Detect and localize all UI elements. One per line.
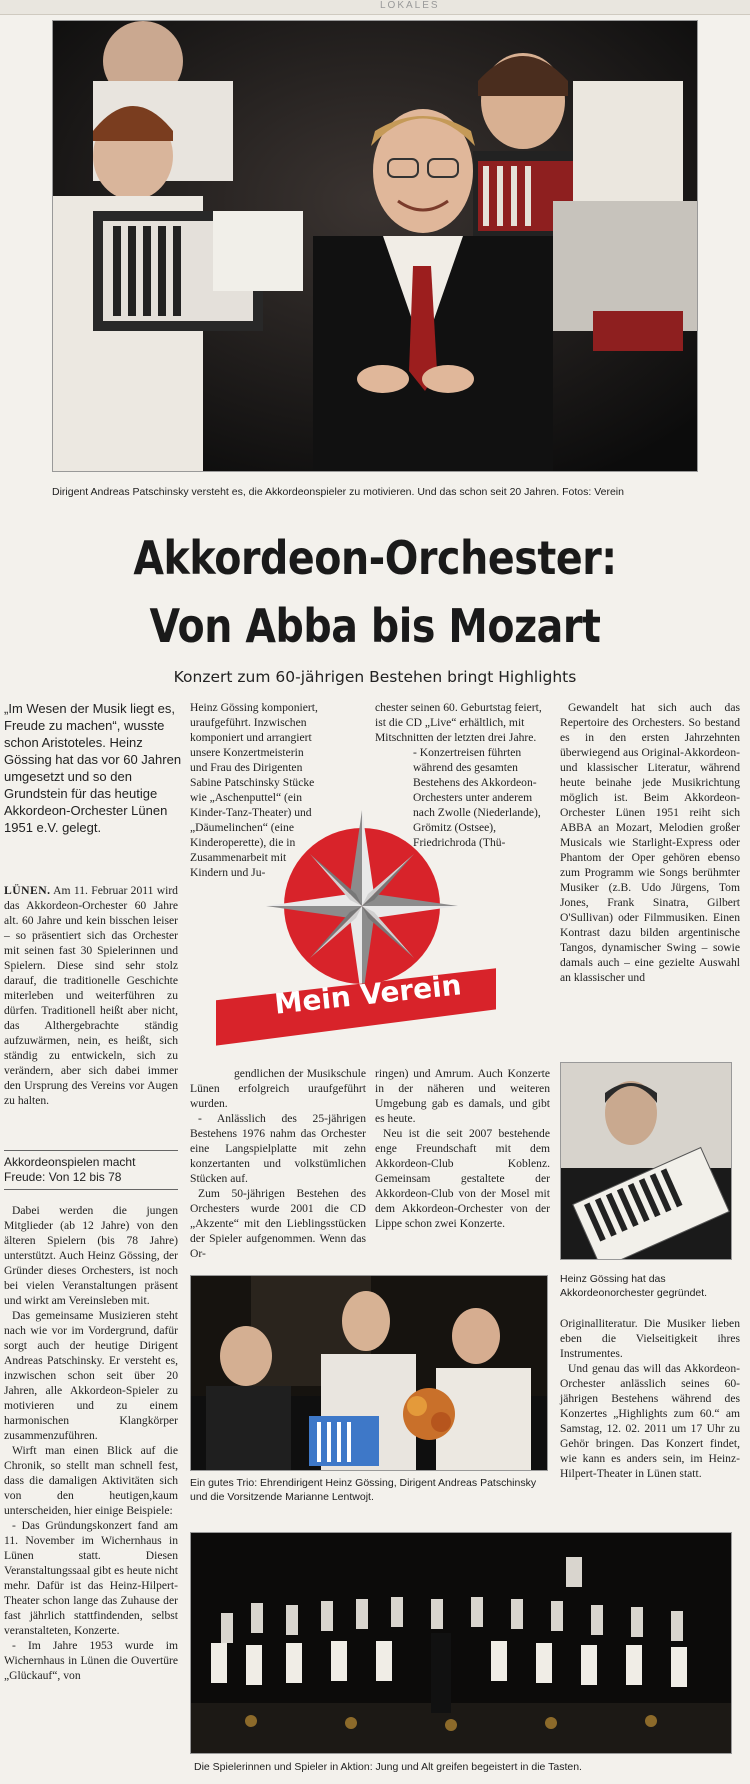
orchestra-caption: Die Spielerinnen und Spieler in Aktion: Jung und Alt greifen begeistert in die Tasten. <box>194 1761 582 1773</box>
column-4-top <box>560 700 740 985</box>
badge-label: Mein Verein <box>272 968 463 1021</box>
headline-line-2: Von Abba bis Mozart <box>149 599 601 653</box>
orchestra-stage-illustration <box>191 1533 731 1753</box>
col2-paragraph-3: - Anlässlich des 25-jährigen Bestehens 1976 nahm das Orchester eine Langspielplatte mit zehn konzertanten und volkstümlichen Stücken auf. <box>190 1112 366 1185</box>
section-label: LOKALES <box>380 0 440 11</box>
trio-photo <box>190 1275 548 1471</box>
portrait-photo <box>560 1062 732 1260</box>
col3-paragraph-4: Neu ist die seit 2007 bestehende enge Freundschaft mit dem Akkordeon-Club Koblenz. Gemeinsam gestaltete der Akkordeon-Club von der Mosel mit dem Akkordeon-Orchester von der Lippe schon zwei Konzerte. <box>375 1127 550 1230</box>
col1-paragraph-3: Das gemeinsame Musizieren steht nach wie vor im Vordergrund, dafür sorgt auch der heutige Dirigent Andreas Patschinsky. Er versteht es, inzwischen schon seit über 20 Jahren, alle Akkordeon-Spieler zu motivieren und zu einem harmonischen Klangkörper zusammenzuführen. <box>4 1309 178 1442</box>
trio-caption: Ein gutes Trio: Ehrendirigent Heinz Gössing, Dirigent Andreas Patschinsky und die Vorsitzende Marianne Lentwojt. <box>190 1477 537 1503</box>
col1-paragraph-6: - Im Jahre 1953 wurde im Wichernhaus in Lünen die Ouvertüre „Glückauf“, von <box>4 1639 178 1682</box>
col2-paragraph-1: Heinz Gössing komponiert, uraufgeführt. Inzwischen komponiert und arrangiert unsere Konzertmeisterin und Frau des Dirigenten Sabine Patschinsky Stücke wie „Aschenputtel“ (ein Kinder-Tanz-Theater) und „Däumelinchen“ (eine Kinderoperette), die in Zusammenarbeit mit Kindern und Ju- <box>190 701 318 879</box>
col4-paragraph-3: Und genau das will das Akkordeon-Orchester anlässlich seines 60-jährigen Bestehens während des Konzertes „Highlights zum 60.“ am Samstag, 12. 02. 2011 um 17 Uhr zu Gehör bringen. Das Konzert findet, wie kann es anders sein, im Heinz-Hilpert-Theater in Lünen statt. <box>560 1362 740 1480</box>
accordion-player-portrait <box>561 1063 731 1259</box>
column-3-bottom <box>375 1066 550 1231</box>
subheadline: Konzert zum 60-jährigen Bestehen bringt Highlights <box>173 668 577 686</box>
column-1-bottom <box>4 1203 178 1683</box>
mein-verein-badge <box>216 798 496 1068</box>
col3-paragraph-1: chester seinen 60. Geburtstag feiert, ist die CD „Live“ erhältlich, mit Mitschnitten der letzten drei Jahre. <box>375 701 542 744</box>
portrait-caption: Heinz Gössing hat das Akkordeonorchester gegründet. <box>560 1273 708 1299</box>
crosshead: Akkordeonspielen macht Freude: Von 12 bis 78 <box>4 1150 178 1190</box>
col1-paragraph-5: - Das Gründungskonzert fand am 11. November im Wichernhaus in Lünen statt. Diesen Veranstaltungssaal gibt es heute nicht mehr. Dafür ist das Heinz-Hilpert-Theater schon lange das Zuhause der fast jährlich stattfindenden, selbst veranstalteten, Konzerte. <box>4 1519 178 1637</box>
trio-photo-illustration <box>191 1276 547 1470</box>
col1-paragraph-1: Am 11. Februar 2011 wird das Akkordeon-Orchester 60 Jahre alt. 60 Jahre und kein bisschen leiser – so präsentiert sich das Orchester mit seinen fast 30 Spielerinnen und Spielern. Diese sind sehr stolz darauf, die traditionelle Geschichte miterleben und weiterführen zu dürfen. Traditionell heißt aber nicht, das Althergebrachte ständig aufzuwärmen, nein, es heißt, sich ständig zu entwickeln, sich zu verändern, aber sich dabei immer den Ursprung des Vereins vor Augen zu halten. <box>4 884 178 1107</box>
top-photo-caption: Dirigent Andreas Patschinsky versteht es, die Akkordeonspieler zu motivieren. Und das schon seit 20 Jahren. Fotos: Verein <box>52 486 624 498</box>
col1-paragraph-2: Dabei werden die jungen Mitglieder (ab 12 Jahre) von den älteren Spielern (bis 78 Jahre) unterstützt. Auch Heinz Gössing, der Gründer dieses Orchesters, ist noch bei vielen Veranstaltungen präsent und wirkt am Vereinsleben mit. <box>4 1204 178 1307</box>
col1-paragraph-4: Wirft man einen Blick auf die Chronik, so stellt man schnell fest, dass die damaligen Aktivitäten sich von den heutigen,kaum unterscheiden, hier einige Beispiele: <box>4 1444 178 1517</box>
col3-paragraph-3: ringen) und Amrum. Auch Konzerte in der näheren und weiteren Umgebung gab es damals, und gibt es heute. <box>375 1067 550 1125</box>
col4-paragraph-2: Originalliteratur. Die Musiker lieben eben die Vielseitigkeit ihres Instrumentes. <box>560 1317 740 1360</box>
col3-paragraph-2: - Konzertreisen führten während des gesamten Bestehens des Akkordeon-Orchesters unter anderem nach Zwolle (Niederlande), Grömitz (Ostsee), Friedrichroda (Thü- <box>413 746 541 849</box>
column-1-top <box>4 883 178 1108</box>
column-2-bottom <box>190 1066 366 1261</box>
article-intro: „Im Wesen der Musik liegt es, Freude zu machen“, wusste schon Aristoteles. Heinz Gössing hat das vor 60 Jahren umgesetzt und so den Grundstein für das heutige Akkordeon-Orchester Lünen 1951 e.V. gelegt. <box>4 701 182 835</box>
col2-paragraph-4: Zum 50-jährigen Bestehen des Orchesters wurde 2001 die CD „Akzente“ mit den Lieblingsstücken der Spieler aufgenommen. Wenn das Or- <box>190 1187 366 1260</box>
orchestra-photo <box>190 1532 732 1754</box>
column-4-bottom <box>560 1316 740 1481</box>
conductor-photo-illustration <box>53 21 697 471</box>
col4-paragraph-1: Gewandelt hat sich auch das Repertoire des Orchesters. So bestand es in den ersten Jahrzehnten überwiegend aus Original-Akkordeon- und klassischer Literatur, während heute beinahe jede Musikrichtung möglich ist. Beim Akkordeon-Orchester Lünen 1951 reiht sich ABBA an Mozart, Melodien großer Musicals wie Starlight-Express oder Phantom der Oper gehören ebenso zum Programm wie Songs berühmter Musiker (z.B. Udo Jürgens, Tom Jones, Frank Sinatra, Gilbert O'Sullivan) oder Filmmusiken. Einen Kontrast dazu bilden argentinische Tangos, dynamischer Swing – sowie damals auch – eine gezielte Auswahl an klassischer und <box>560 701 740 984</box>
section-header <box>0 0 750 15</box>
headline-line-1: Akkordeon-Orchester: <box>133 531 617 585</box>
top-photo <box>52 20 698 472</box>
dateline: LÜNEN. <box>4 884 51 897</box>
col2-paragraph-2: gendlichen der Musikschule Lünen erfolgreich uraufgeführt wurden. <box>190 1067 366 1110</box>
compass-star-icon <box>216 798 496 1068</box>
